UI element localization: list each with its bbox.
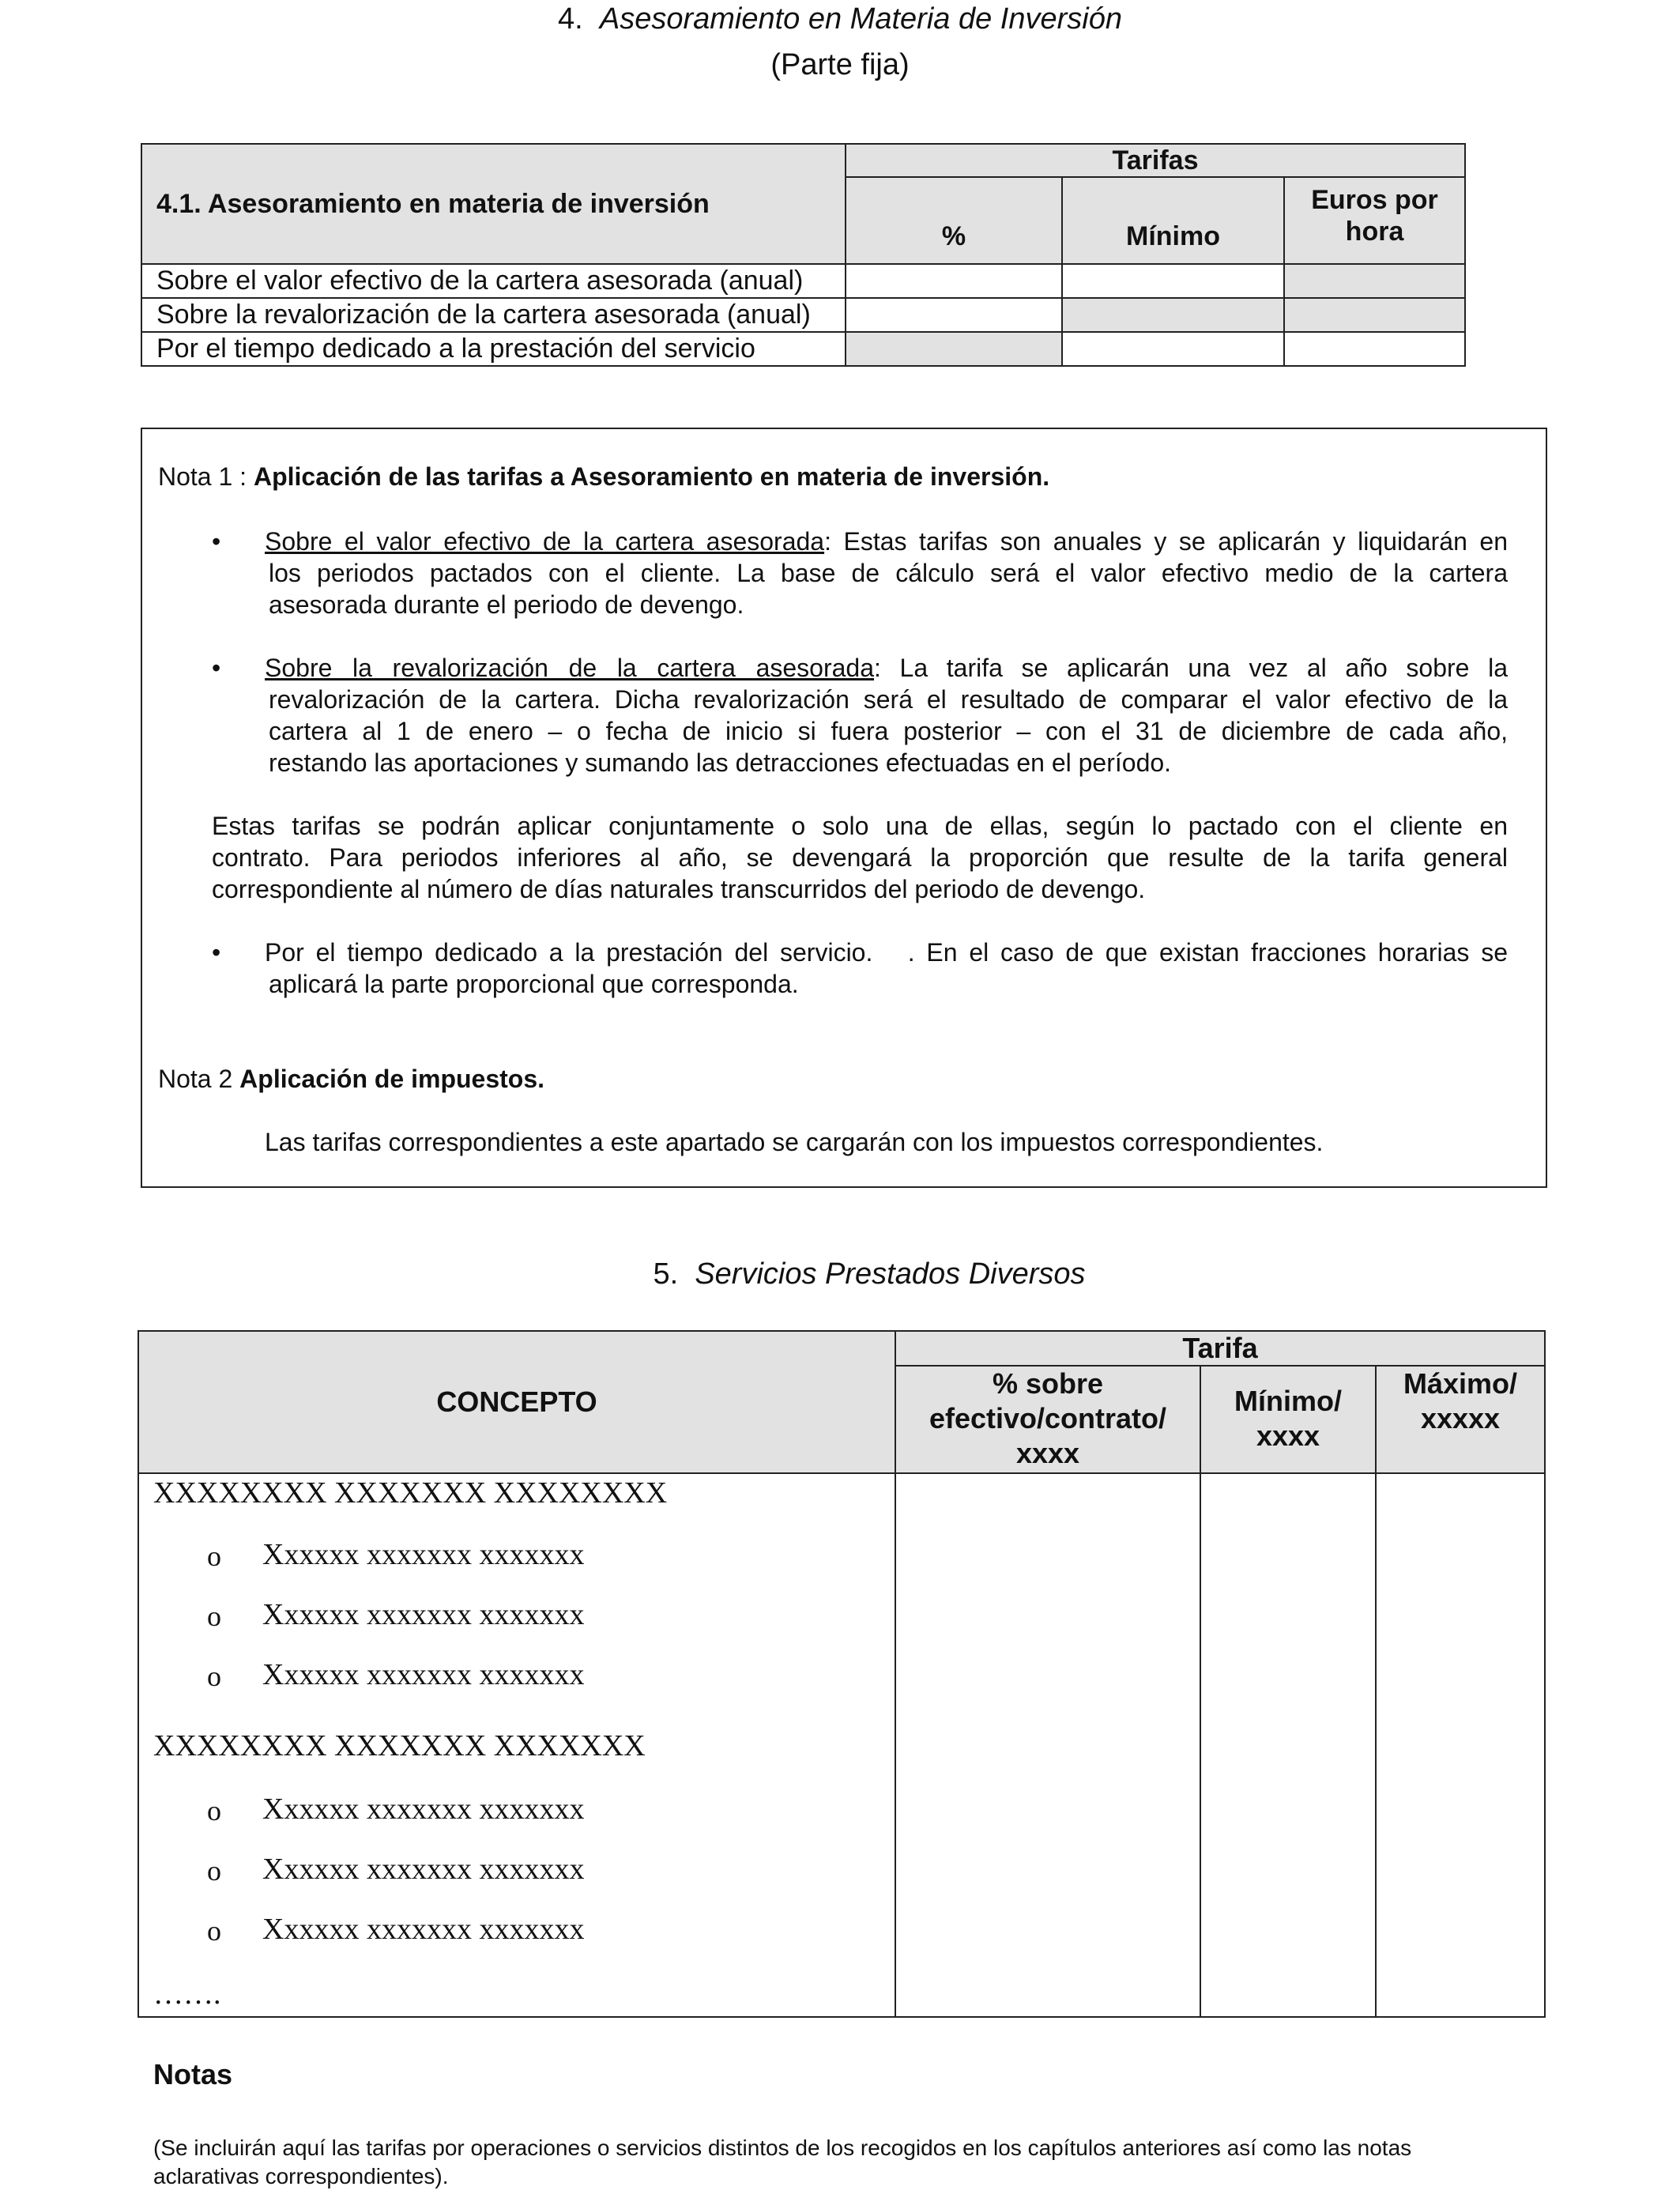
section-5-title — [0, 1255, 1680, 1293]
bullet-icon: • — [212, 654, 221, 682]
table-5-item: Xxxxxx xxxxxxx xxxxxxx — [262, 1658, 585, 1691]
table-5-item: Xxxxxx xxxxxxx xxxxxxx — [262, 1853, 585, 1886]
table-4-1-tarifas-header: Tarifas — [846, 144, 1465, 177]
table-4-1-row-label: Por el tiempo dedicado a la prestación del servicio — [141, 332, 846, 366]
section-4-number: 4. — [558, 2, 583, 36]
table-5-cell — [1200, 1473, 1376, 2017]
section-4-heading: Asesoramiento en Materia de Inversión — [599, 2, 1122, 36]
note-1-bullet-1-line-2: los periodos pactados con el cliente. La base de cálculo será el valor efectivo medio de la cartera — [269, 559, 1508, 587]
note-2-text: Las tarifas correspondientes a este apartado se cargarán con los impuestos correspondientes. — [265, 1128, 1324, 1156]
table-5-cell — [895, 1473, 1200, 2017]
circle-bullet-icon: o — [207, 1540, 221, 1572]
table-5-col-pct: % sobre efectivo/contrato/ xxxx — [895, 1366, 1200, 1473]
section-5-number: 5. — [653, 1257, 679, 1291]
table-5-concept-cell — [138, 1473, 895, 2017]
note-1-bullet-2-line-3: cartera al 1 de enero – o fecha de inicio si fuera posterior – con el 31 de diciembre de cada año, — [269, 717, 1508, 745]
table-4-1-row-label: Sobre el valor efectivo de la cartera asesorada (anual) — [141, 264, 846, 298]
note-1-paragraph-line-1: Estas tarifas se podrán aplicar conjuntamente o solo una de ellas, según lo pactado con el cliente en — [212, 812, 1508, 840]
table-4-1-col-min: Mínimo — [1062, 177, 1284, 264]
table-5-item: Xxxxxx xxxxxxx xxxxxxx — [262, 1913, 585, 1946]
table-4-1-cell — [1062, 264, 1284, 298]
section-4-title — [0, 0, 1680, 38]
table-4-1-cell — [1062, 332, 1284, 366]
table-4-1-cell — [1284, 298, 1465, 332]
note-1-paragraph-line-3: correspondiente al número de días naturales transcurridos del periodo de devengo. — [212, 875, 1146, 903]
table-5 — [137, 1330, 1544, 2016]
note-1-prefix: Nota 1 : — [158, 462, 254, 491]
notas-title: Notas — [153, 2058, 233, 2090]
circle-bullet-icon: o — [207, 1855, 221, 1887]
table-5-tarifa-header: Tarifa — [895, 1331, 1545, 1366]
table-5-col-max: Máximo/ xxxxx — [1376, 1366, 1545, 1473]
note-2-prefix: Nota 2 — [158, 1065, 240, 1093]
table-4-1-cell — [846, 298, 1062, 332]
table-5-item: Xxxxxx xxxxxxx xxxxxxx — [262, 1538, 585, 1571]
table-5-ellipsis: ……. — [153, 1977, 221, 2011]
note-1-bullet-3-line-1: Por el tiempo dedicado a la prestación del servicio. . En el caso de que existan fracciones horarias se — [265, 938, 1508, 967]
note-1-bullet-2-line-4: restando las aportaciones y sumando las detracciones efectuadas en el período. — [269, 748, 1172, 777]
section-4-subtitle: (Parte fija) — [770, 48, 910, 81]
note-1-bullet-2-line-1: Sobre la revalorización de la cartera asesorada: La tarifa se aplicarán una vez al año sobre la — [265, 654, 1509, 682]
circle-bullet-icon: o — [207, 1795, 221, 1826]
notes-box — [141, 428, 1547, 1188]
circle-bullet-icon: o — [207, 1661, 221, 1692]
table-5-item: Xxxxxx xxxxxxx xxxxxxx — [262, 1598, 585, 1631]
note-1-bullet-2-title: Sobre la revalorización de la cartera asesorada — [265, 654, 875, 682]
table-4-1 — [141, 143, 1464, 367]
table-4-1-col-pct: % — [846, 177, 1062, 264]
note-1-bullet-1-title: Sobre el valor efectivo de la cartera asesorada — [265, 527, 825, 556]
table-5-group-1: XXXXXXXX XXXXXXX XXXXXXXX — [153, 1476, 668, 1510]
table-4-1-cell — [846, 332, 1062, 366]
table-4-1-col-eur: Euros por hora — [1284, 177, 1465, 264]
table-4-1-cell — [1284, 264, 1465, 298]
circle-bullet-icon: o — [207, 1915, 221, 1947]
note-1-bullet-1-line-3: asesorada durante el periodo de devengo. — [269, 590, 744, 619]
table-5-group-2: XXXXXXXX XXXXXXX XXXXXXX — [153, 1729, 646, 1762]
note-1-bullet-3-line-2: aplicará la parte proporcional que corresponda. — [269, 970, 799, 998]
note-1-bullet-2-line-2: revalorización de la cartera. Dicha revalorización será el resultado de comparar el valor efectivo de la — [269, 685, 1508, 714]
circle-bullet-icon: o — [207, 1600, 221, 1632]
bullet-icon: • — [212, 527, 221, 556]
note-2-title: Aplicación de impuestos. — [239, 1065, 545, 1093]
table-4-1-cell — [1284, 332, 1465, 366]
note-1-paragraph-line-2: contrato. Para periodos inferiores al año, se devengará la proporción que resulte de la tarifa general — [212, 843, 1508, 872]
bullet-icon: • — [212, 938, 221, 967]
table-5-col-min: Mínimo/ xxxx — [1200, 1366, 1376, 1473]
table-5-item: Xxxxxx xxxxxxx xxxxxxx — [262, 1793, 585, 1826]
note-1-title: Aplicación de las tarifas a Asesoramiento en materia de inversión. — [253, 462, 1050, 491]
table-5-concepto-header: CONCEPTO — [138, 1331, 895, 1473]
table-4-1-row-label: Sobre la revalorización de la cartera asesorada (anual) — [141, 298, 846, 332]
table-4-1-heading: 4.1. Asesoramiento en materia de inversión — [141, 144, 846, 264]
note-1-heading — [158, 461, 1049, 492]
table-4-1-cell — [1062, 298, 1284, 332]
table-5-cell — [1376, 1473, 1545, 2017]
note-1-bullet-1-line-1: Sobre el valor efectivo de la cartera asesorada: Estas tarifas son anuales y se aplicarán y liquidarán en — [265, 527, 1508, 556]
section-5-heading: Servicios Prestados Diversos — [695, 1257, 1086, 1291]
note-2-heading — [158, 1063, 544, 1095]
table-4-1-cell — [846, 264, 1062, 298]
notas-text: (Se incluirán aquí las tarifas por operaciones o servicios distintos de los recogidos en los capítulos anteriores así como las notas aclarativas correspondientes). — [153, 2136, 1412, 2188]
